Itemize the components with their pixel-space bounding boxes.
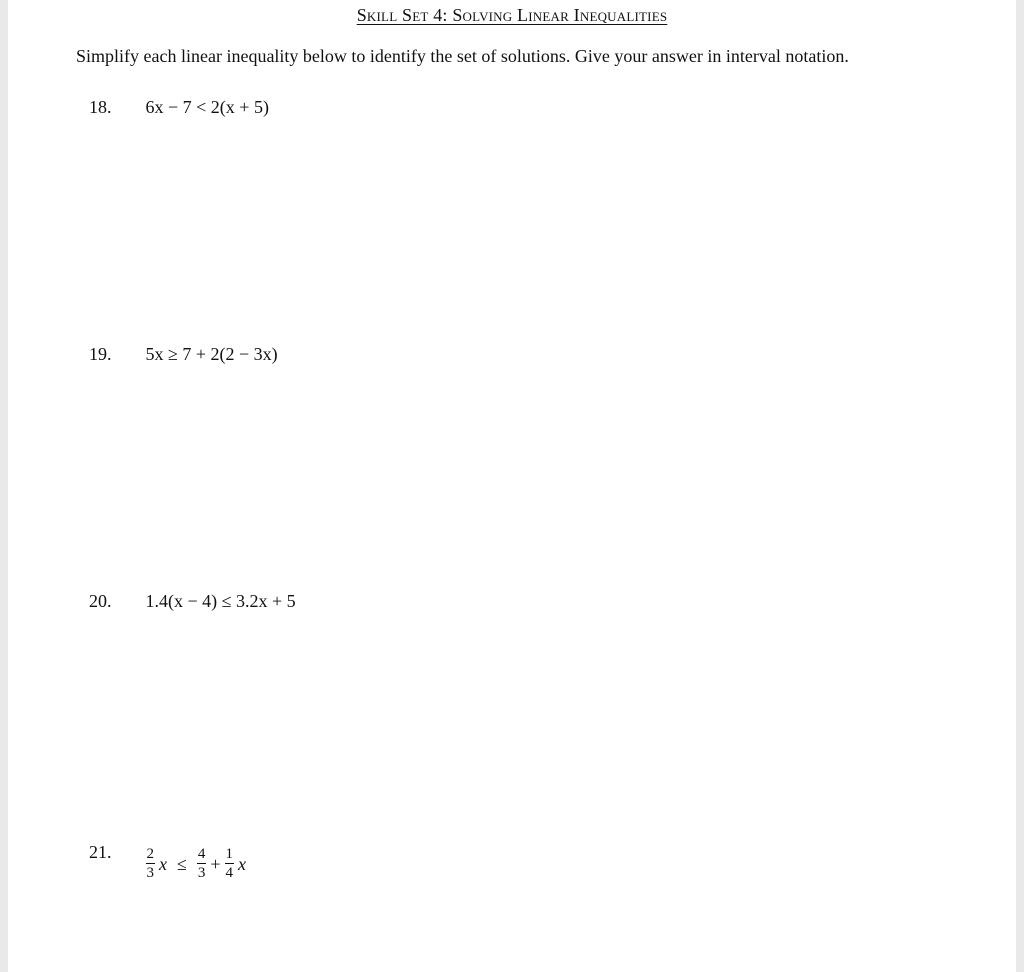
variable-x: x <box>238 853 247 874</box>
problem-18 <box>89 97 269 118</box>
relation-symbol: ≤ <box>177 853 187 874</box>
worksheet-title <box>8 5 1016 26</box>
problem-number: 18. <box>89 97 112 117</box>
plus-symbol: + <box>210 853 221 874</box>
worksheet-title-text: Skill Set 4: Solving Linear Inequalities <box>356 5 668 25</box>
problem-19 <box>89 344 278 365</box>
problem-number: 21. <box>89 842 112 862</box>
problem-expression: 6x − 7 < 2(x + 5) <box>145 97 269 117</box>
problem-20 <box>89 591 296 612</box>
fraction-four-thirds: $\frac{4}{3}$ <box>197 846 206 881</box>
worksheet-page <box>8 0 1016 972</box>
problem-expression: 5x ≥ 7 + 2(2 − 3x) <box>145 344 278 364</box>
problem-number: 20. <box>89 591 112 611</box>
problem-number: 19. <box>89 344 112 364</box>
problem-expression <box>146 847 247 881</box>
instructions-text: Simplify each linear inequality below to identify the set of solutions. Give your answer in interval notation. <box>76 46 849 66</box>
fraction-one-fourth: $\frac{1}{4}$ <box>225 846 234 881</box>
variable-x: x <box>159 853 167 874</box>
fraction-two-thirds: $\frac{2}{3}$ <box>146 846 154 881</box>
problem-expression: 1.4(x − 4) ≤ 3.2x + 5 <box>145 591 296 611</box>
problem-21 <box>89 842 246 881</box>
